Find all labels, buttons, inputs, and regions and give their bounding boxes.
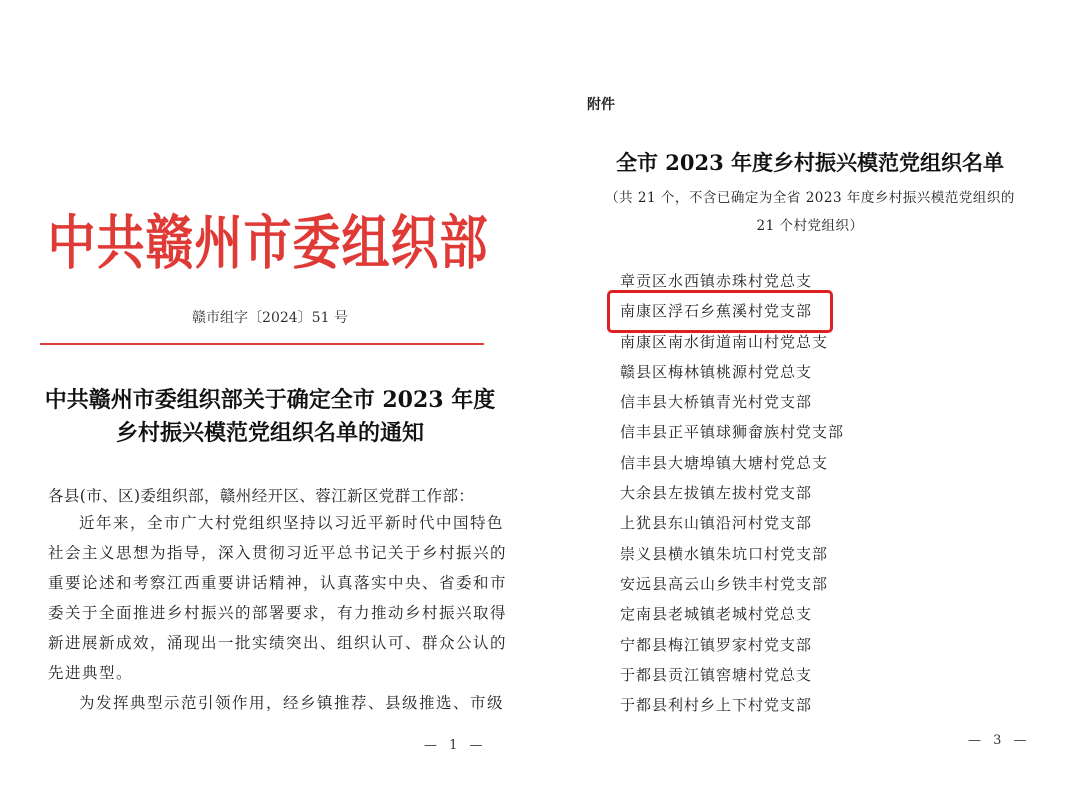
red-highlight-box: [607, 290, 833, 333]
organization-item: 信丰县正平镇球狮畲族村党支部: [620, 423, 845, 442]
attachment-label: 附件: [587, 97, 615, 113]
notice-title-line-1: 中共赣州市委组织部关于确定全市 2023 年度: [44, 387, 496, 413]
organization-item: 安远县高云山乡铁丰村党支部: [620, 574, 829, 593]
paragraph-line: 新进展新成效，涌现出一批实绩突出、组织认可、群众公认的: [48, 634, 508, 652]
page-number: — 1 —: [424, 738, 487, 753]
notice-paragraph-1: [48, 508, 508, 688]
organization-item: 崇义县横水镇朱坑口村党支部: [620, 544, 829, 563]
organization-item: 宁都县梅江镇罗家村党支部: [620, 635, 813, 654]
salutation: 各县(市、区)委组织部，赣州经开区、蓉江新区党群工作部：: [48, 487, 475, 505]
notice-title-line-2: 乡村振兴模范党组织名单的通知: [115, 420, 424, 446]
red-divider-line: [40, 343, 484, 345]
notice-paragraph-2: [48, 688, 505, 718]
page-number: — 3 —: [968, 733, 1031, 748]
paragraph-line: 为发挥典型示范引领作用，经乡镇推荐、县级推选、市级: [79, 694, 505, 712]
paragraph-line: 近年来，全市广大村党组织坚持以习近平新时代中国特色: [79, 514, 505, 532]
document-number: 赣市组字〔2024〕51 号: [192, 310, 348, 326]
organization-item: 赣县区梅林镇桃源村党总支: [620, 362, 813, 381]
organization-item: 于都县贡江镇窖塘村党总支: [620, 665, 813, 684]
issuing-authority-header: 中共赣州市委组织部: [47, 209, 489, 278]
organization-item-highlighted: 南康区浮石乡蕉溪村党支部: [620, 302, 813, 321]
document-page-3: [540, 0, 1080, 809]
organization-item: 南康区南水街道南山村党总支: [620, 332, 829, 351]
organization-item: 信丰县大桥镇青光村党支部: [620, 393, 813, 412]
list-subtitle-line-2: 21 个村党组织）: [756, 218, 864, 234]
paragraph-line: 社会主义思想为指导，深入贯彻习近平总书记关于乡村振兴的: [48, 544, 508, 562]
organization-list: [620, 272, 844, 726]
organization-item: 定南县老城镇老城村党总支: [620, 605, 813, 624]
paragraph-line: 委关于全面推进乡村振兴的部署要求，有力推动乡村振兴取得: [48, 604, 508, 622]
list-subtitle-line-1: （共 21 个，不含已确定为全省 2023 年度乡村振兴模范党组织的: [605, 190, 1015, 206]
list-title: 全市 2023 年度乡村振兴模范党组织名单: [615, 150, 1005, 175]
organization-item: 信丰县大塘埠镇大塘村党总支: [620, 453, 829, 472]
paragraph-line: 先进典型。: [48, 664, 134, 682]
paragraph-line: 重要论述和考察江西重要讲话精神，认真落实中央、省委和市: [48, 574, 508, 592]
organization-item: 上犹县东山镇沿河村党支部: [620, 514, 813, 533]
organization-item: 于都县利村乡上下村党支部: [620, 696, 813, 715]
organization-item: 章贡区水西镇赤珠村党总支: [620, 272, 813, 290]
organization-item: 大余县左拔镇左拔村党支部: [620, 484, 813, 503]
